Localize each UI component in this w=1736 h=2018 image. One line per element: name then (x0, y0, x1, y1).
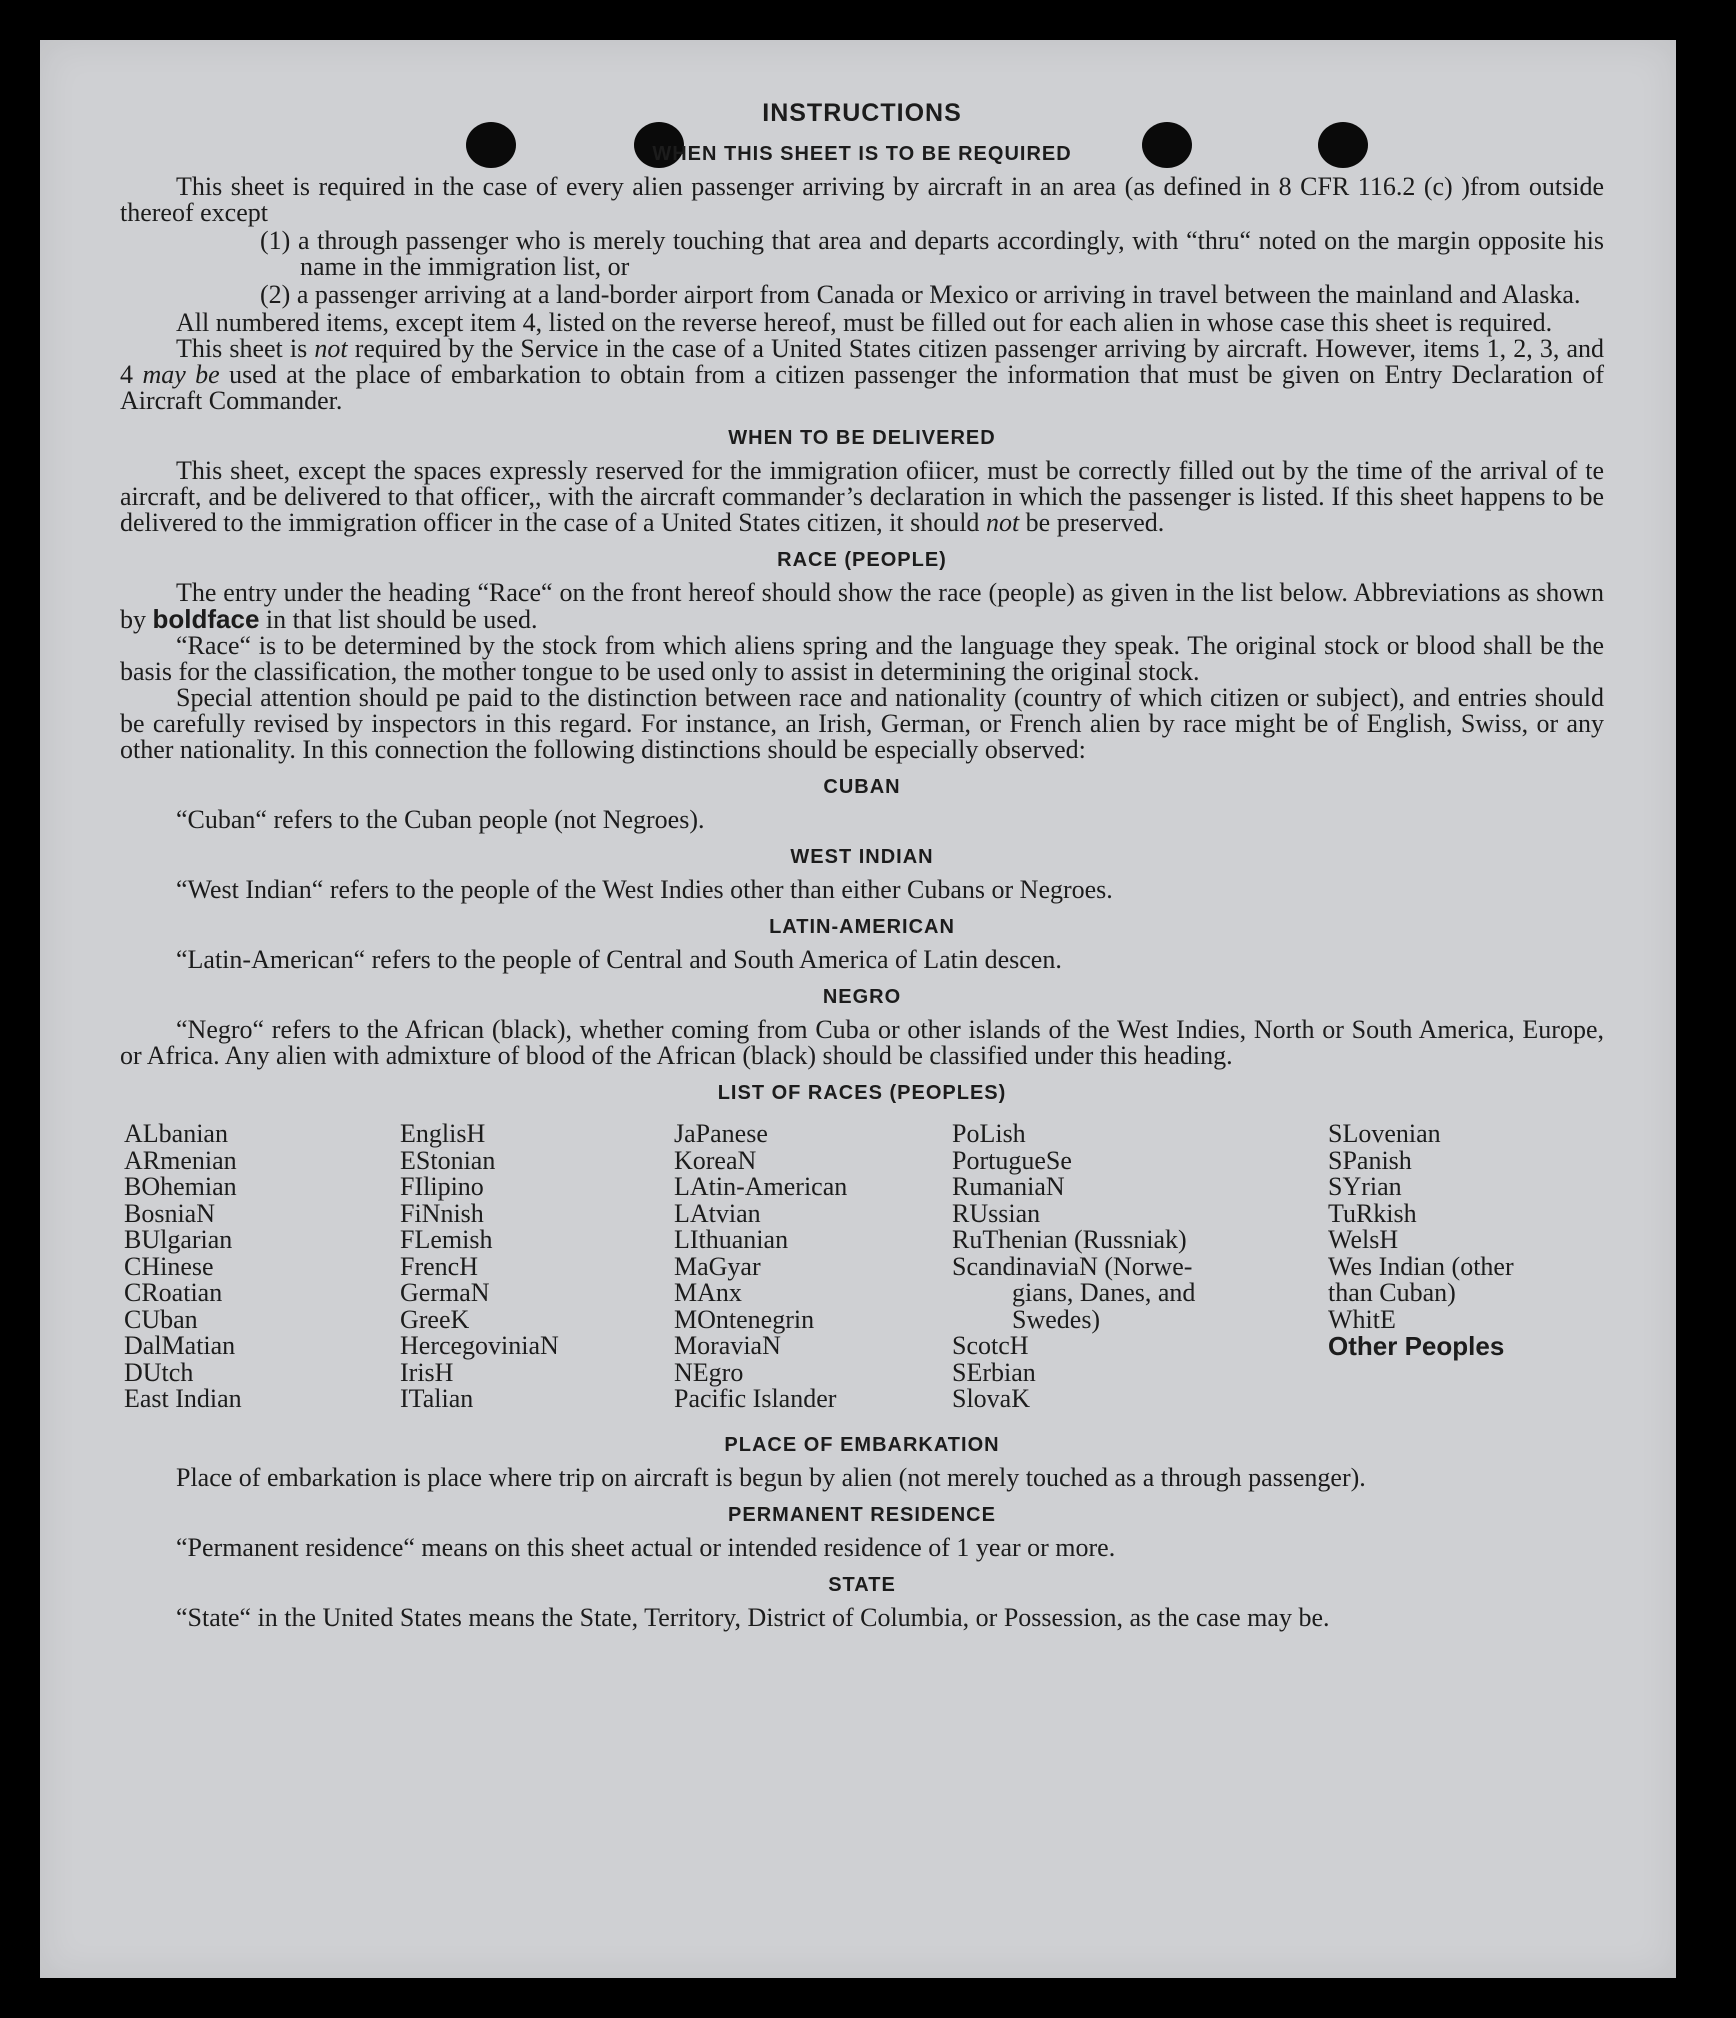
race-item: MoraviaN (674, 1331, 781, 1360)
paragraph: This sheet is not required by the Service in the case of a United States citizen passenger arriving by aircraft. However, items 1, 2, 3, and 4 may be used at the place of embarkation to obtain from a citizen passenger the information that must be given on Entry Declaration of Aircraft Commander. (120, 334, 1605, 415)
race-item: EnglisH (400, 1119, 486, 1148)
race-item: BOhemian (124, 1172, 237, 1201)
race-item: ALbanian (124, 1119, 228, 1148)
race-item: gians, Danes, and (1012, 1278, 1196, 1307)
race-item: RUssian (952, 1198, 1041, 1228)
section-heading-embarkation: PLACE OF EMBARKATION (724, 1434, 1000, 1456)
race-item: RumaniaN (952, 1172, 1065, 1201)
race-item: ScotcH (952, 1331, 1029, 1360)
race-item-other-peoples: Other Peoples (1328, 1331, 1505, 1361)
race-item: IrisH (400, 1357, 454, 1387)
section-heading-race: RACE (PEOPLE) (777, 549, 947, 571)
race-item: ARmenian (124, 1145, 237, 1175)
race-item: PortugueSe (952, 1145, 1072, 1175)
race-column-2 (400, 1121, 559, 1413)
race-item: GreeK (400, 1304, 470, 1334)
emphasis: boldface (152, 604, 260, 634)
race-item: Pacific Islander (674, 1384, 837, 1413)
race-item: MaGyar (674, 1251, 761, 1281)
section-heading-west-indian: WEST INDIAN (790, 846, 934, 868)
race-item: FiNnish (400, 1198, 484, 1228)
race-item: East Indian (124, 1384, 242, 1413)
race-item: LAtin-American (674, 1172, 848, 1201)
paragraph: “State“ in the United States means the State, Territory, District of Columbia, or Possession, as the case may be. (176, 1603, 1330, 1632)
race-item: KoreaN (674, 1145, 757, 1175)
paragraph: Place of embarkation is place where trip on aircraft is begun by alien (not merely touched as a through passenger). (176, 1463, 1366, 1492)
paragraph: “West Indian“ refers to the people of the West Indies other than either Cubans or Negroes. (176, 875, 1113, 904)
race-item: LIthuanian (674, 1225, 789, 1254)
race-item: DUtch (124, 1357, 194, 1387)
race-list (120, 1121, 1604, 1421)
page-title: INSTRUCTIONS (762, 99, 962, 127)
race-item: NEgro (674, 1357, 744, 1387)
race-item: TuRkish (1328, 1198, 1417, 1228)
race-item: PoLish (952, 1119, 1026, 1148)
paragraph: “Latin-American“ refers to the people of Central and South America of Latin descen. (176, 945, 1062, 974)
paragraph: Special attention should pe paid to the distinction between race and nationality (country of which citizen or subject), and entries should be carefully revised by inspectors in this regard. For instance, an Irish, German, or French alien by race might be of English, Swiss, or any other nationality. In this connection the following distinctions should be especially observed: (120, 683, 1604, 764)
race-item: CUban (124, 1304, 198, 1334)
race-item: than Cuban) (1328, 1278, 1456, 1307)
race-item: EStonian (400, 1145, 496, 1175)
race-item: CRoatian (124, 1278, 223, 1307)
list-item: (1) a through passenger who is merely touching that area and departs accordingly, with “thru“ noted on the margin opposite his name in the immigration list, or (260, 226, 1604, 281)
paragraph: “Negro“ refers to the African (black), whether coming from Cuba or other islands of the West Indies, North or South America, Europe, or Africa. Any alien with admixture of blood of the African (black) should be classified under this heading. (120, 1015, 1604, 1070)
document-content (120, 96, 1604, 1631)
race-item: WhitE (1328, 1304, 1396, 1334)
race-item: RuThenian (Russniak) (952, 1225, 1187, 1254)
race-item: ITalian (400, 1384, 474, 1413)
emphasis: may be (142, 360, 220, 389)
race-item: Wes Indian (other (1328, 1251, 1514, 1281)
section-heading-state: STATE (828, 1574, 896, 1596)
race-item: MOntenegrin (674, 1304, 815, 1334)
paragraph: “Permanent residence“ means on this sheet actual or intended residence of 1 year or more. (176, 1533, 1116, 1562)
race-item: SLovenian (1328, 1119, 1441, 1148)
race-item: SlovaK (952, 1384, 1030, 1413)
section-heading-list-of-races: LIST OF RACES (PEOPLES) (717, 1082, 1007, 1104)
race-item: DalMatian (124, 1331, 236, 1360)
section-heading-delivered: WHEN TO BE DELIVERED (728, 427, 996, 449)
race-column-4 (952, 1121, 1195, 1413)
race-item: GermaN (400, 1278, 490, 1307)
paragraph: The entry under the heading “Race“ on the front hereof should show the race (people) as given in the list below. Abbreviations as shown by boldface in that list should be used. (120, 578, 1604, 634)
race-item: FLemish (400, 1225, 493, 1254)
race-item: LAtvian (674, 1198, 761, 1228)
list-item: (2) a passenger arriving at a land-border airport from Canada or Mexico or arriving in travel between the mainland and Alaska. (260, 280, 1581, 309)
race-item: JaPanese (674, 1119, 768, 1148)
race-item: WelsH (1328, 1225, 1399, 1254)
race-column-5 (1328, 1121, 1514, 1360)
section-heading-required: WHEN THIS SHEET IS TO BE REQUIRED (652, 143, 1072, 165)
race-column-1 (124, 1121, 242, 1413)
paragraph: “Cuban“ refers to the Cuban people (not Negroes). (176, 805, 705, 834)
race-item: BosniaN (124, 1198, 215, 1228)
emphasis: not (985, 508, 1020, 537)
emphasis: not (314, 334, 348, 363)
race-item: SPanish (1328, 1145, 1412, 1175)
race-column-3 (674, 1121, 847, 1413)
race-item: HercegoviniaN (400, 1331, 559, 1360)
race-item: SErbian (952, 1357, 1036, 1387)
section-heading-cuban: CUBAN (823, 776, 901, 798)
race-item: SYrian (1328, 1172, 1402, 1201)
race-item: BUlgarian (124, 1225, 233, 1254)
race-item: CHinese (124, 1251, 214, 1281)
section-heading-negro: NEGRO (822, 986, 902, 1008)
race-item: FIlipino (400, 1172, 484, 1201)
race-item: Swedes) (1012, 1304, 1101, 1334)
paragraph: “Race“ is to be determined by the stock from which aliens spring and the language they speak. The original stock or blood shall be the basis for the classification, the mother tongue to be used only to assist in determining the original stock. (120, 631, 1604, 686)
race-item: FrencH (400, 1251, 478, 1281)
race-item: ScandinaviaN (Norwe- (952, 1251, 1193, 1281)
race-item: MAnx (674, 1278, 742, 1307)
paragraph: This sheet, except the spaces expressly reserved for the immigration ofiicer, must be correctly filled out by the time of the arrival of te aircraft, and be delivered to that officer,, with the aircraft commander’s declaration in which the passenger is listed. If this sheet happens to be delivered to the immigration officer in the case of a United States citizen, it should not be preserved. (120, 456, 1604, 537)
section-heading-residence: PERMANENT RESIDENCE (728, 1504, 996, 1526)
paragraph: All numbered items, except item 4, listed on the reverse hereof, must be filled out for each alien in whose case this sheet is required. (176, 308, 1553, 337)
section-heading-latin-american: LATIN-AMERICAN (769, 916, 955, 938)
paragraph: This sheet is required in the case of every alien passenger arriving by aircraft in an area (as defined in 8 CFR 116.2 (c) )from outside thereof except (120, 172, 1604, 227)
